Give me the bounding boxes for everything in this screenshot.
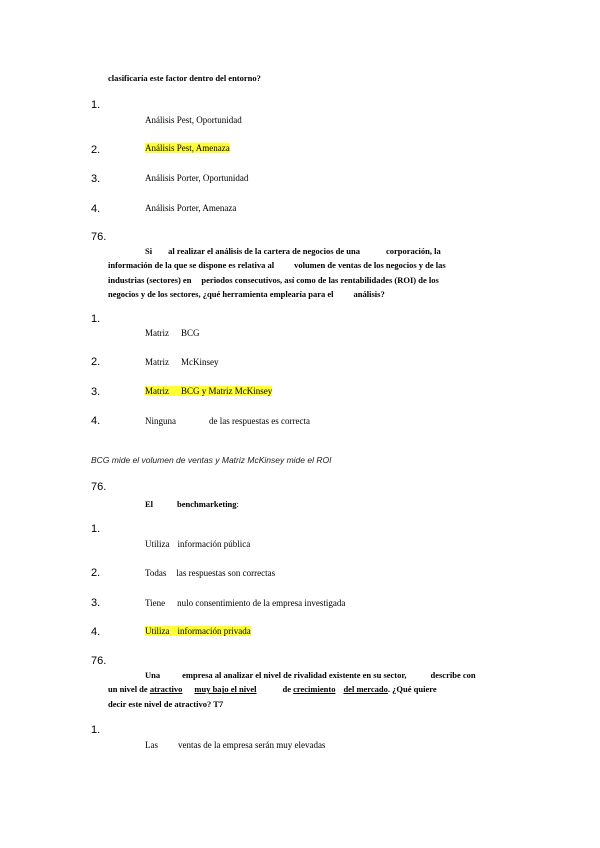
q3-option-3 (145, 598, 345, 608)
q4-l2e: de (282, 684, 294, 695)
q4-option-1-number: 1. (91, 724, 101, 736)
q4-l2g: del mercado (343, 684, 388, 695)
q4-l1c: describe con (430, 670, 476, 680)
q3-b: benchmarketing (177, 499, 237, 509)
q2-l1a: Si (145, 246, 153, 256)
q2-line-1 (108, 244, 508, 258)
q3-number: 76. (91, 481, 107, 493)
q3-option-4-answer (145, 626, 251, 636)
q2-option-3-number: 3. (91, 386, 101, 398)
q4-text (108, 668, 528, 711)
q3-o3a: Tiene (145, 598, 166, 608)
q2-text (108, 244, 508, 301)
q2-l1c: corporación, la (385, 246, 441, 256)
highlight: Análisis Pest, Amenaza (145, 143, 230, 153)
q2-l1b: al realizar el análisis de la cartera de negocios de una (168, 246, 360, 256)
q3-option-3-number: 3. (91, 597, 101, 609)
q4-o1a: Las (145, 740, 158, 750)
q1-option-1: Análisis Pest, Oportunidad (145, 115, 242, 125)
q2-option-2-number: 2. (91, 356, 101, 368)
q2-l4a: negocios y de los sectores, ¿qué herramienta emplearía para el (108, 288, 334, 299)
q3-text (145, 497, 239, 511)
q3-option-1 (145, 539, 250, 549)
q2-l3a: industrias (sectores) en (108, 274, 192, 285)
q1-option-3-number: 3. (91, 173, 101, 185)
q2-l4b: análisis? (353, 288, 385, 299)
q2-number: 76. (91, 231, 107, 243)
q2-option-2 (145, 357, 219, 367)
q4-line-3 (108, 697, 528, 711)
q1-option-3: Análisis Porter, Oportunidad (145, 173, 249, 183)
q3-option-2 (145, 568, 275, 578)
q4-number: 76. (91, 655, 107, 667)
q2-option-4-number: 4. (91, 415, 101, 427)
q3-option-2-number: 2. (91, 567, 101, 579)
q2-o4b: de las respuestas es correcta (209, 416, 310, 426)
q2-l2a: información de la que se dispone es relativa al (108, 260, 275, 271)
q2-option-3-answer (145, 386, 272, 396)
highlight (145, 386, 272, 396)
q2-o1a: Matriz (145, 328, 169, 338)
q4-l2a: un nivel de (108, 684, 150, 695)
q1-option-1-number: 1. (91, 99, 101, 111)
q3-option-4-number: 4. (91, 626, 101, 638)
q4-l2c: muy bajo el nivel (194, 684, 257, 695)
q4-l2f: crecimiento (293, 684, 336, 695)
q2-line-4 (108, 287, 508, 301)
q3-option-1-number: 1. (91, 523, 101, 535)
question-a-tail: clasificaría este factor dentro del entorno? (108, 73, 261, 83)
q4-line-1 (108, 668, 528, 682)
q3-o3b: nulo consentimiento de la empresa investigada (177, 598, 346, 608)
q4-l3: decir este nivel de atractivo? T7 (108, 698, 224, 709)
q2-o2a: Matriz (145, 357, 169, 367)
q2-option-1-number: 1. (91, 313, 101, 325)
q2-option-4 (145, 416, 310, 426)
q4-o1b: ventas de la empresa serán muy elevadas (178, 740, 326, 750)
q2-l2b: volumen de ventas de los negocios y de las (294, 260, 446, 271)
q4-option-1 (145, 740, 325, 750)
q2-o1b: BCG (181, 328, 200, 338)
q2-o4a: Ninguna (145, 416, 176, 426)
q3-o4a: Utiliza (145, 626, 170, 636)
q2-option-1 (145, 328, 200, 338)
q3-c: : (236, 499, 239, 509)
q3-o1a: Utiliza (145, 539, 170, 549)
q3-o2a: Todas (145, 568, 167, 578)
highlight (145, 626, 251, 636)
q4-l1a: Una (145, 670, 161, 680)
q3-o1b: información pública (177, 539, 251, 549)
q1-option-2-answer (145, 143, 230, 153)
q1-option-2-number: 2. (91, 144, 101, 156)
q2-line-2 (108, 258, 508, 272)
q2-line-3 (108, 273, 508, 287)
q2-o3b: BCG y Matriz McKinsey (181, 386, 273, 396)
q4-line-2 (108, 682, 528, 696)
explanation-note: BCG mide el volumen de ventas y Matriz McKinsey mide el ROI (91, 455, 332, 465)
q1-option-4: Análisis Porter, Amenaza (145, 203, 237, 213)
q4-l1b: empresa al analizar el nivel de rivalidad existente en su sector, (182, 670, 407, 680)
q3-o2b: las respuestas son correctas (176, 568, 276, 578)
q2-l3b: periodos consecutivos, así como de las rentabilidades (ROI) de los (201, 274, 439, 285)
q3-o4b: información privada (177, 626, 251, 636)
q4-l2b: atractivo (149, 684, 183, 695)
q4-l2h: . ¿Qué quiere (387, 684, 437, 695)
q3-a: El (145, 499, 154, 509)
q2-o2b: McKinsey (181, 357, 219, 367)
q1-option-4-number: 4. (91, 203, 101, 215)
q2-o3a: Matriz (145, 386, 169, 396)
